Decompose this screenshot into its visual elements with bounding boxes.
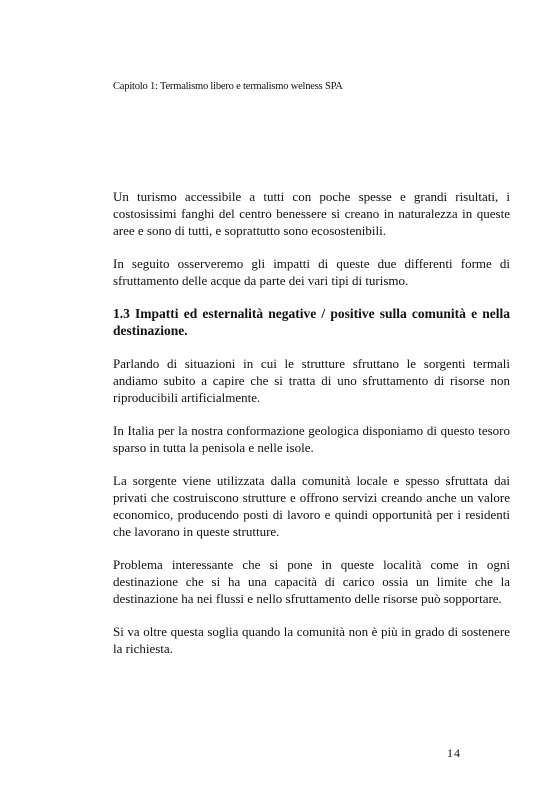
page-number: 14 <box>447 746 461 760</box>
paragraph: Parlando di situazioni in cui le strutture sfruttano le sorgenti termali andiamo subito a capire che si tratta di uno sfruttamento di risorse non riproducibili artificialmente. <box>113 356 510 405</box>
running-header: Capitolo 1: Termalismo libero e termalismo welness SPA <box>113 81 343 92</box>
paragraph: In Italia per la nostra conformazione geologica disponiamo di questo tesoro sparso in tutta la penisola e nelle isole. <box>113 423 510 455</box>
section-heading: 1.3 Impatti ed esternalità negative / positive sulla comunità e nella destinazione. <box>113 306 510 338</box>
paragraph: Un turismo accessibile a tutti con poche spesse e grandi risultati, i costosissimi fanghi del centro benessere si creano in naturalezza in queste aree e sono di tutti, e soprattutto sono ecosostenibili. <box>113 189 510 238</box>
paragraph: Si va oltre questa soglia quando la comunità non è più in grado di sostenere la richiesta. <box>113 624 510 656</box>
body-text <box>113 188 510 673</box>
paragraph: La sorgente viene utilizzata dalla comunità locale e spesso sfruttata dai privati che costruiscono strutture e offrono servizi creando anche un valore economico, producendo posti di lavoro e quindi opportunità per i residenti che lavorano in queste strutture. <box>113 473 510 539</box>
paragraph: In seguito osserveremo gli impatti di queste due differenti forme di sfruttamento delle acque da parte dei vari tipi di turismo. <box>113 256 510 288</box>
paragraph: Problema interessante che si pone in queste località come in ogni destinazione che si ha una capacità di carico ossia un limite che la destinazione ha nei flussi e nello sfruttamento delle risorse può sopportare. <box>113 557 510 606</box>
